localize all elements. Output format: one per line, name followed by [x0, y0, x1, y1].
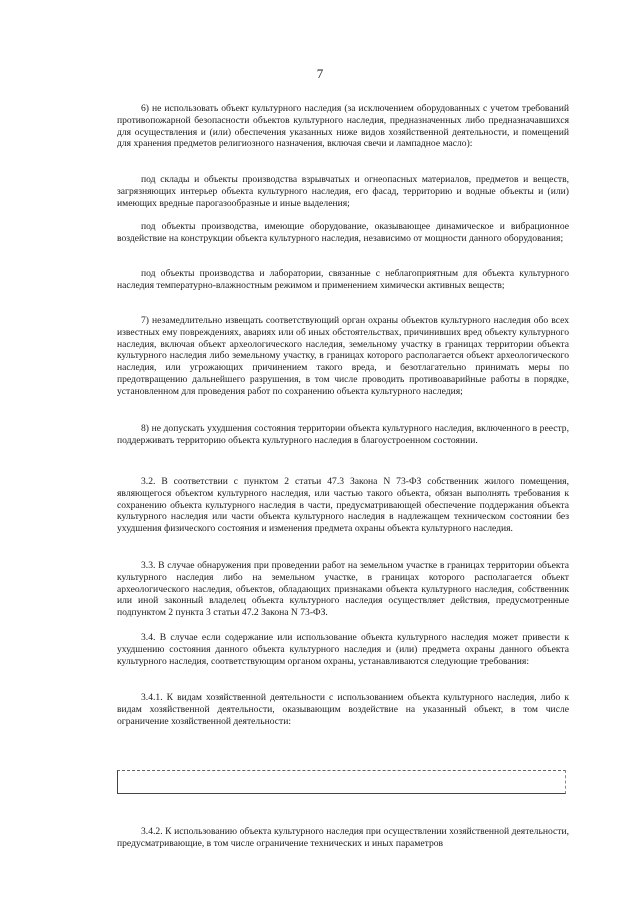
paragraph-3-4: 3.4. В случае если содержание или использование объекта культурного наследия может привести к ухудшению состояния данного объекта культурного наследия и (или) предмета охраны данного объекта культурного наследия, соответствующим органом охраны, устанавливаются следующие требования: — [117, 632, 569, 667]
page-number: 7 — [316, 66, 324, 81]
paragraph-vibration: под объекты производства, имеющие оборудование, оказывающее динамическое и вибрационное воздействие на конструкции объекта культурного наследия, независимо от мощности данного оборудования; — [117, 221, 569, 244]
paragraph-3-4-1: 3.4.1. К видам хозяйственной деятельности с использованием объекта культурного наследия, либо к видам хозяйственной деятельности, оказывающим воздействие на указанный объект, в том числе ограничение хозяйственной деятельности: — [117, 692, 569, 727]
paragraph-item-6: 6) не использовать объект культурного наследия (за исключением оборудованных с учетом требований противопожарной безопасности объектов культурного наследия, предназначенных либо предназначавшихся для осуществления и (или) обеспечения указанных ниже видов хозяйственной деятельности, и помещений для хранения предметов религиозного назначения, включая свечи и лампадное масло): — [117, 103, 569, 150]
paragraph-warehouses: под склады и объекты производства взрывчатых и огнеопасных материалов, предметов и веществ, загрязняющих интерьер объекта культурного наследия, его фасад, территорию и водные объекты и (или) имеющих вредные парогазообразные и иные выделения; — [117, 174, 569, 209]
paragraph-item-8: 8) не допускать ухудшения состояния территории объекта культурного наследия, включенного в реестр, поддерживать территорию объекта культурного наследия в благоустроенном состоянии. — [117, 423, 569, 446]
paragraph-item-7: 7) незамедлительно извещать соответствующий орган охраны объектов культурного наследия обо всех известных ему повреждениях, авариях или об иных обстоятельствах, причинивших вред объекту культурного наследия, включая объект археологического наследия, земельному участку в границах территории объекта культурного наследия либо земельному участку, в границах которого располагается объект археологического наследия, или угрожающих причинением такого вреда, и безотлагательно принимать меры по предотвращению дальнейшего разрушения, в том числе проводить противоаварийные работы в порядке, установленном для проведения работ по сохранению объекта культурного наследия; — [117, 315, 569, 397]
paragraph-3-3: 3.3. В случае обнаружения при проведении работ на земельном участке в границах территории объекта культурного наследия либо на земельном участке, в границах которого располагается объект археологического наследия, объектов, обладающих признаками объекта культурного наследия, собственник или иной законный владелец объекта культурного наследия осуществляет действия, предусмотренные подпунктом 2 пункта 3 статьи 47.2 Закона N 73-ФЗ. — [117, 560, 569, 619]
paragraph-3-4-2: 3.4.2. К использованию объекта культурного наследия при осуществлении хозяйственной деятельности, предусматривающие, в том числе ограничение технических и иных параметров — [117, 826, 569, 849]
paragraph-3-2: 3.2. В соответствии с пунктом 2 статьи 47.3 Закона N 73-ФЗ собственник жилого помещения, являющегося объектом культурного наследия, или частью такого объекта, обязан выполнять требования к сохранению объекта культурного наследия в части, предусматривающей обеспечение поддержания объекта культурного наследия или части объекта культурного наследия в надлежащем техническом состоянии без ухудшения физического состояния и изменения предмета охраны объекта культурного наследия. — [117, 476, 569, 535]
paragraph-laboratories: под объекты производства и лаборатории, связанные с неблагоприятным для объекта культурного наследия температурно-влажностным режимом и применением химически активных веществ; — [117, 268, 569, 291]
blank-field-box — [117, 770, 566, 794]
